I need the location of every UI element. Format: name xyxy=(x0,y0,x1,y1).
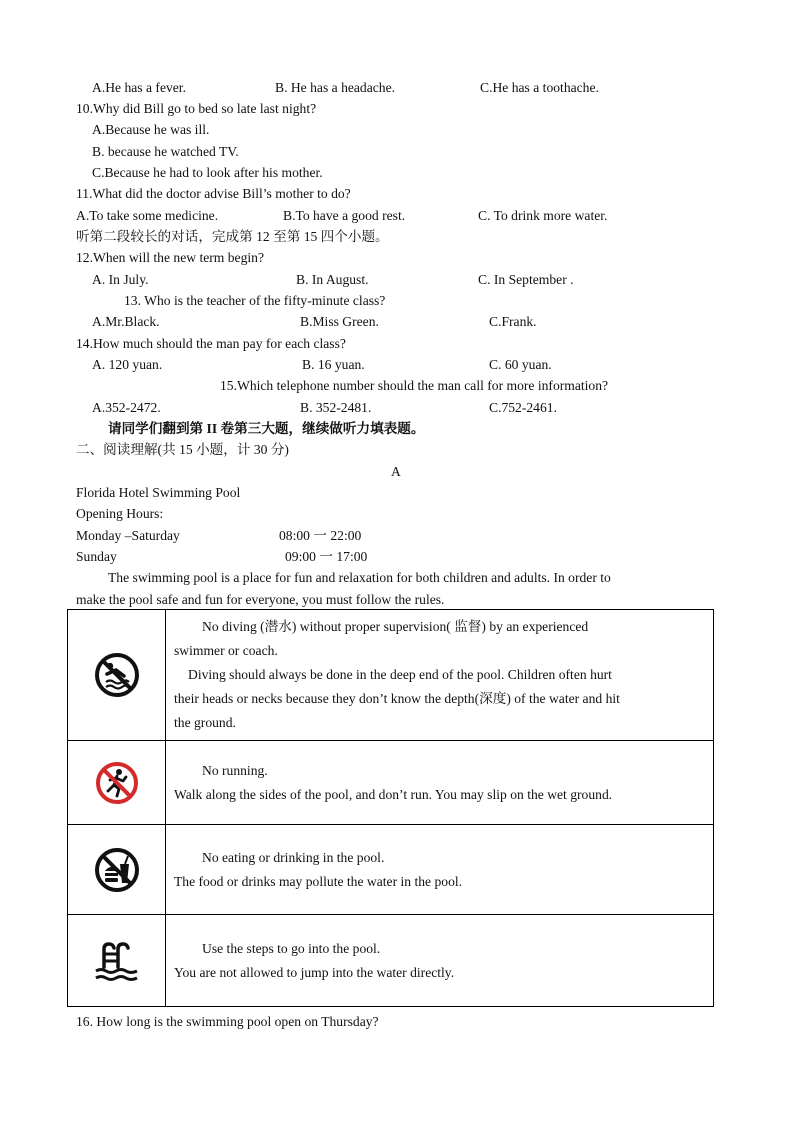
sunday-hours: 09:00 一 17:00 xyxy=(285,549,368,564)
q15-question: 15.Which telephone number should the man call for more information? xyxy=(220,378,609,393)
q16-question: 16. How long is the swimming pool open on Thursday? xyxy=(76,1014,379,1029)
q11-option-b: B.To have a good rest. xyxy=(283,208,406,223)
rule-icon-cell xyxy=(68,741,166,825)
q15-option-a: A.352-2472. xyxy=(92,400,161,415)
intro-line-1: The swimming pool is a place for fun and relaxation for both children and adults. In order to xyxy=(108,570,611,585)
q14-option-c: C. 60 yuan. xyxy=(489,357,552,372)
q10-option-b: B. because he watched TV. xyxy=(92,144,239,159)
intro-line-2: make the pool safe and fun for everyone, you must follow the rules. xyxy=(76,592,445,607)
no-diving-icon xyxy=(94,652,140,698)
q12-option-a: A. In July. xyxy=(92,272,149,287)
rule-food-title: No eating or drinking in the pool. xyxy=(202,849,385,865)
rule-text-cell xyxy=(166,741,714,825)
q10-option-a: A.Because he was ill. xyxy=(92,122,210,137)
opening-hours-label: Opening Hours: xyxy=(76,506,164,521)
rule-running-title: No running. xyxy=(202,762,268,778)
rule-row-diving xyxy=(68,610,714,741)
pool-rules-table xyxy=(67,609,714,1007)
weekday-label: Monday –Saturday xyxy=(76,528,180,543)
q14-question: 14.How much should the man pay for each class? xyxy=(76,336,346,351)
q9-option-c: C.He has a toothache. xyxy=(480,80,599,95)
rule-icon-cell xyxy=(68,825,166,915)
rule-diving-title: No diving (潜水) without proper supervision( 监督) by an experienced xyxy=(202,619,589,634)
rule-text-cell xyxy=(166,825,714,915)
rule-row-steps xyxy=(68,915,714,1007)
q9-option-a: A.He has a fever. xyxy=(92,80,186,95)
rule-running-body: Walk along the sides of the pool, and don’t run. You may slip on the wet ground. xyxy=(174,786,613,802)
q11-option-a: A.To take some medicine. xyxy=(76,208,219,223)
q13-question: 13. Who is the teacher of the fifty-minute class? xyxy=(124,293,386,308)
q12-question: 12.When will the new term begin? xyxy=(76,250,264,265)
q11-question: 11.What did the doctor advise Bill’s mother to do? xyxy=(76,186,351,201)
q10-question: 10.Why did Bill go to bed so late last night? xyxy=(76,101,317,116)
q9-option-b: B. He has a headache. xyxy=(275,80,396,95)
turn-page-note: 请同学们翻到第 II 卷第三大题，继续做听力填表题。 xyxy=(108,421,425,436)
no-running-icon xyxy=(95,761,139,805)
section-heading: 二、阅读理解(共 15 小题，计 30 分) xyxy=(76,442,289,457)
rule-row-running xyxy=(68,741,714,825)
q13-option-b: B.Miss Green. xyxy=(300,314,379,329)
rule-diving-title-2: swimmer or coach. xyxy=(174,643,278,658)
q13-option-c: C.Frank. xyxy=(489,314,537,329)
rule-steps-body: You are not allowed to jump into the water directly. xyxy=(174,964,455,980)
q11-option-c: C. To drink more water. xyxy=(478,208,608,223)
no-food-drink-icon xyxy=(94,847,140,893)
q12-option-b: B. In August. xyxy=(296,272,369,287)
q14-option-a: A. 120 yuan. xyxy=(92,357,163,372)
rule-text-cell xyxy=(166,610,714,741)
rule-steps-title: Use the steps to go into the pool. xyxy=(202,940,381,956)
sunday-label: Sunday xyxy=(76,549,117,564)
rule-diving-body-3: the ground. xyxy=(174,715,236,730)
instruction-part2: 听第二段较长的对话，完成第 12 至第 15 四个小题。 xyxy=(76,229,389,244)
rule-diving-body-2: their heads or necks because they don’t know the depth(深度) of the water and hit xyxy=(174,691,620,706)
rule-icon-cell xyxy=(68,610,166,741)
q15-option-c: C.752-2461. xyxy=(489,400,557,415)
rule-diving-body-1: Diving should always be done in the deep end of the pool. Children often hurt xyxy=(188,667,612,682)
rule-food-body: The food or drinks may pollute the water in the pool. xyxy=(174,873,463,889)
q14-option-b: B. 16 yuan. xyxy=(302,357,365,372)
q13-option-a: A.Mr.Black. xyxy=(92,314,160,329)
passage-label: A xyxy=(391,464,401,479)
hotel-title: Florida Hotel Swimming Pool xyxy=(76,485,241,500)
rule-row-food xyxy=(68,825,714,915)
rule-text-cell xyxy=(166,915,714,1007)
q10-option-c: C.Because he had to look after his mother. xyxy=(92,165,323,180)
rule-icon-cell xyxy=(68,915,166,1007)
q15-option-b: B. 352-2481. xyxy=(300,400,372,415)
q12-option-c: C. In September . xyxy=(478,272,574,287)
weekday-hours: 08:00 一 22:00 xyxy=(279,528,362,543)
pool-steps-icon xyxy=(92,939,142,983)
